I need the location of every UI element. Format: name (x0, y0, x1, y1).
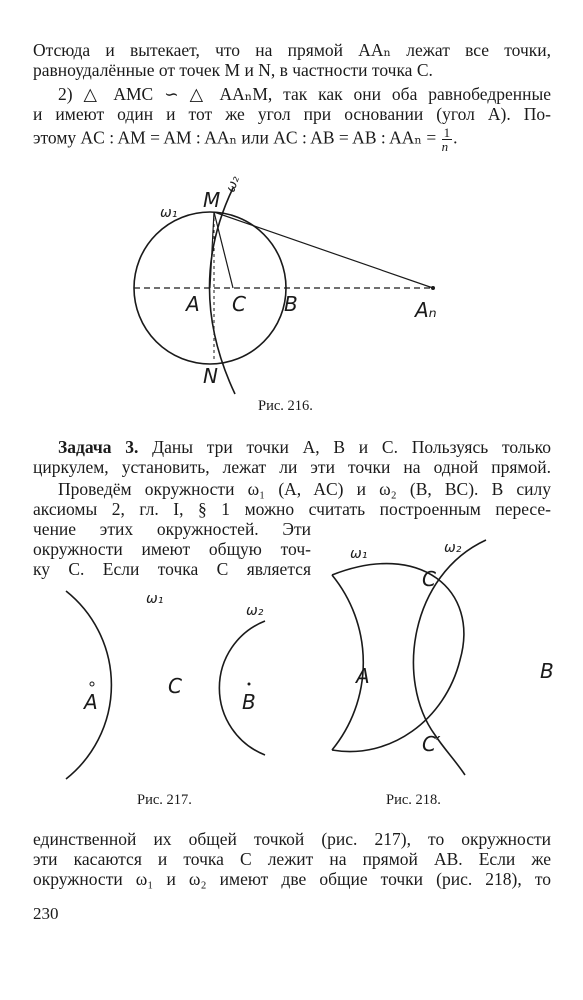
point-a (90, 682, 94, 686)
label-c: C (232, 292, 246, 316)
proportion-end: . (453, 127, 458, 148)
label-b: B (242, 690, 256, 714)
label-w1: ω₁ (146, 591, 164, 607)
page-number: 230 (33, 904, 59, 923)
text-line-6 (58, 437, 551, 457)
label-c: C (422, 567, 436, 591)
label-m: M (203, 188, 221, 212)
text-line-4: и имеют один и тот же угол при основании (угол A). По- (33, 104, 551, 124)
text-line-9: аксиомы 2, гл. I, § 1 можно считать построенным пересе- (33, 499, 551, 519)
text-line-2: равноудалённые от точек M и N, в частности точка C. (33, 60, 433, 80)
text-line-12: ку C. Если точка C является (33, 559, 311, 579)
text-line-7: циркулем, установить, лежат ли эти точки на одной прямой. (33, 457, 551, 477)
label-w2: ω₂ (223, 174, 243, 195)
label-a: A (84, 690, 98, 714)
circle-omega1-arc-right (332, 564, 464, 752)
text-line-11: окружности имеют общую точ- (33, 539, 311, 559)
caption-fig-216: Рис. 216. (258, 398, 313, 414)
label-w1: ω₁ (160, 205, 178, 221)
fraction (442, 126, 453, 153)
caption-fig-218: Рис. 218. (386, 792, 441, 808)
point-an (431, 286, 435, 290)
label-w1: ω₁ (350, 546, 368, 562)
figure-217 (0, 585, 300, 785)
fraction-numerator: 1 (443, 125, 451, 140)
figure-218 (300, 530, 580, 790)
label-a: A (186, 292, 200, 316)
text-line-1: Отсюда и вытекает, что на прямой AAₙ лежат все точки, (33, 40, 551, 60)
proportion-text: этому AC : AM = AM : AAₙ или AC : AB = AB : AAₙ = (33, 127, 437, 148)
label-an: Aₙ (415, 298, 437, 322)
problem-statement: Даны три точки A, B и C. Пользуясь только (138, 437, 551, 457)
label-n: N (203, 364, 218, 388)
figure-216 (0, 172, 583, 402)
label-w2: ω₂ (444, 540, 462, 556)
circle-omega2-arc (219, 621, 265, 755)
label-b: B (540, 659, 554, 683)
circle-omega1-arc (66, 591, 111, 779)
label-b: B (284, 292, 298, 316)
text-line-13: единственной их общей точкой (рис. 217), то окружности (33, 829, 551, 849)
label-w2: ω₂ (246, 603, 264, 619)
tangent-line (214, 212, 433, 288)
text-line-5 (33, 126, 551, 153)
text-line-8: Проведём окружности ω₁ (A, AC) и ω₂ (B, BC). В силу (58, 479, 551, 499)
caption-fig-217: Рис. 217. (137, 792, 192, 808)
text-line-3: 2) △ AMC ∽ △ AAₙM, так как они оба равнобедренные (58, 84, 551, 104)
fraction-denominator: n (441, 139, 449, 154)
text-line-10: чение этих окружностей. Эти (33, 519, 311, 539)
text-line-14: эти касаются и точка C лежит на прямой AB. Если же (33, 849, 551, 869)
label-c: C (168, 674, 182, 698)
point-b (248, 683, 251, 686)
label-c-prime: C′ (422, 732, 441, 756)
line-m-c (214, 212, 233, 288)
label-a: A (356, 664, 370, 688)
problem-title: Задача 3. (58, 437, 139, 457)
circle-omega1-arc (332, 575, 363, 750)
text-line-15: окружности ω₁ и ω₂ имеют две общие точки (рис. 218), то (33, 869, 551, 889)
